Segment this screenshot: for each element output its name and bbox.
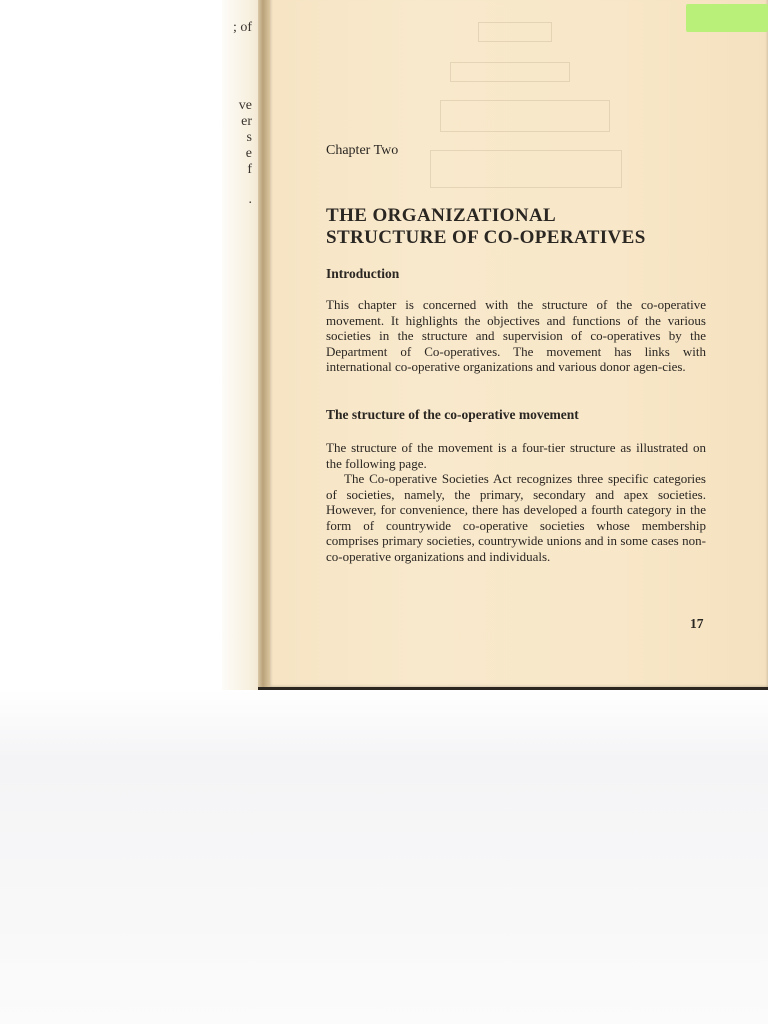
left-page-fragment: . [248, 192, 252, 207]
bleed-through-box [450, 62, 570, 82]
chapter-title-line: THE ORGANIZATIONAL [326, 205, 557, 226]
left-page-fragment: er [241, 114, 252, 129]
chapter-title [326, 205, 708, 249]
bleed-through-box [478, 22, 552, 42]
bleed-through-box [440, 100, 610, 132]
page-bottom-edge [258, 687, 768, 690]
left-page-fragment: e [245, 146, 252, 161]
structure-paragraph: The structure of the movement is a four-tier structure as illustrated on the following page. [326, 440, 706, 471]
bleed-through-box [430, 150, 622, 188]
left-page-fragment: ve [238, 98, 252, 113]
introduction-paragraph: This chapter is concerned with the structure of the co-operative movement. It highlights the objectives and functions of the various societies in the structure and supervision of co-operatives by the Department of Co-operatives. The movement has links with international co-operative organizations and various donor agen-cies. [326, 297, 706, 375]
structure-paragraph: The Co-operative Societies Act recognizes three specific categories of societies, namely, the primary, secondary and apex societies. However, for convenience, there has developed a fourth category in the form of countrywide co-operative societies whose membership comprises primary societies, countrywide unions and in some cases non-co-operative organizations and individuals. [326, 471, 706, 564]
left-page-fragment: f [247, 162, 252, 177]
section-heading-structure: The structure of the co-operative movement [326, 407, 579, 422]
chapter-title-line: STRUCTURE OF CO-OPERATIVES [326, 227, 646, 248]
left-page-fragment: ; of [232, 20, 252, 35]
chapter-label: Chapter Two [326, 143, 399, 158]
sticky-tab-marker [686, 4, 768, 32]
left-page-fragment: s [246, 130, 252, 145]
section-heading-introduction: Introduction [326, 266, 400, 281]
page-number: 17 [690, 616, 704, 631]
